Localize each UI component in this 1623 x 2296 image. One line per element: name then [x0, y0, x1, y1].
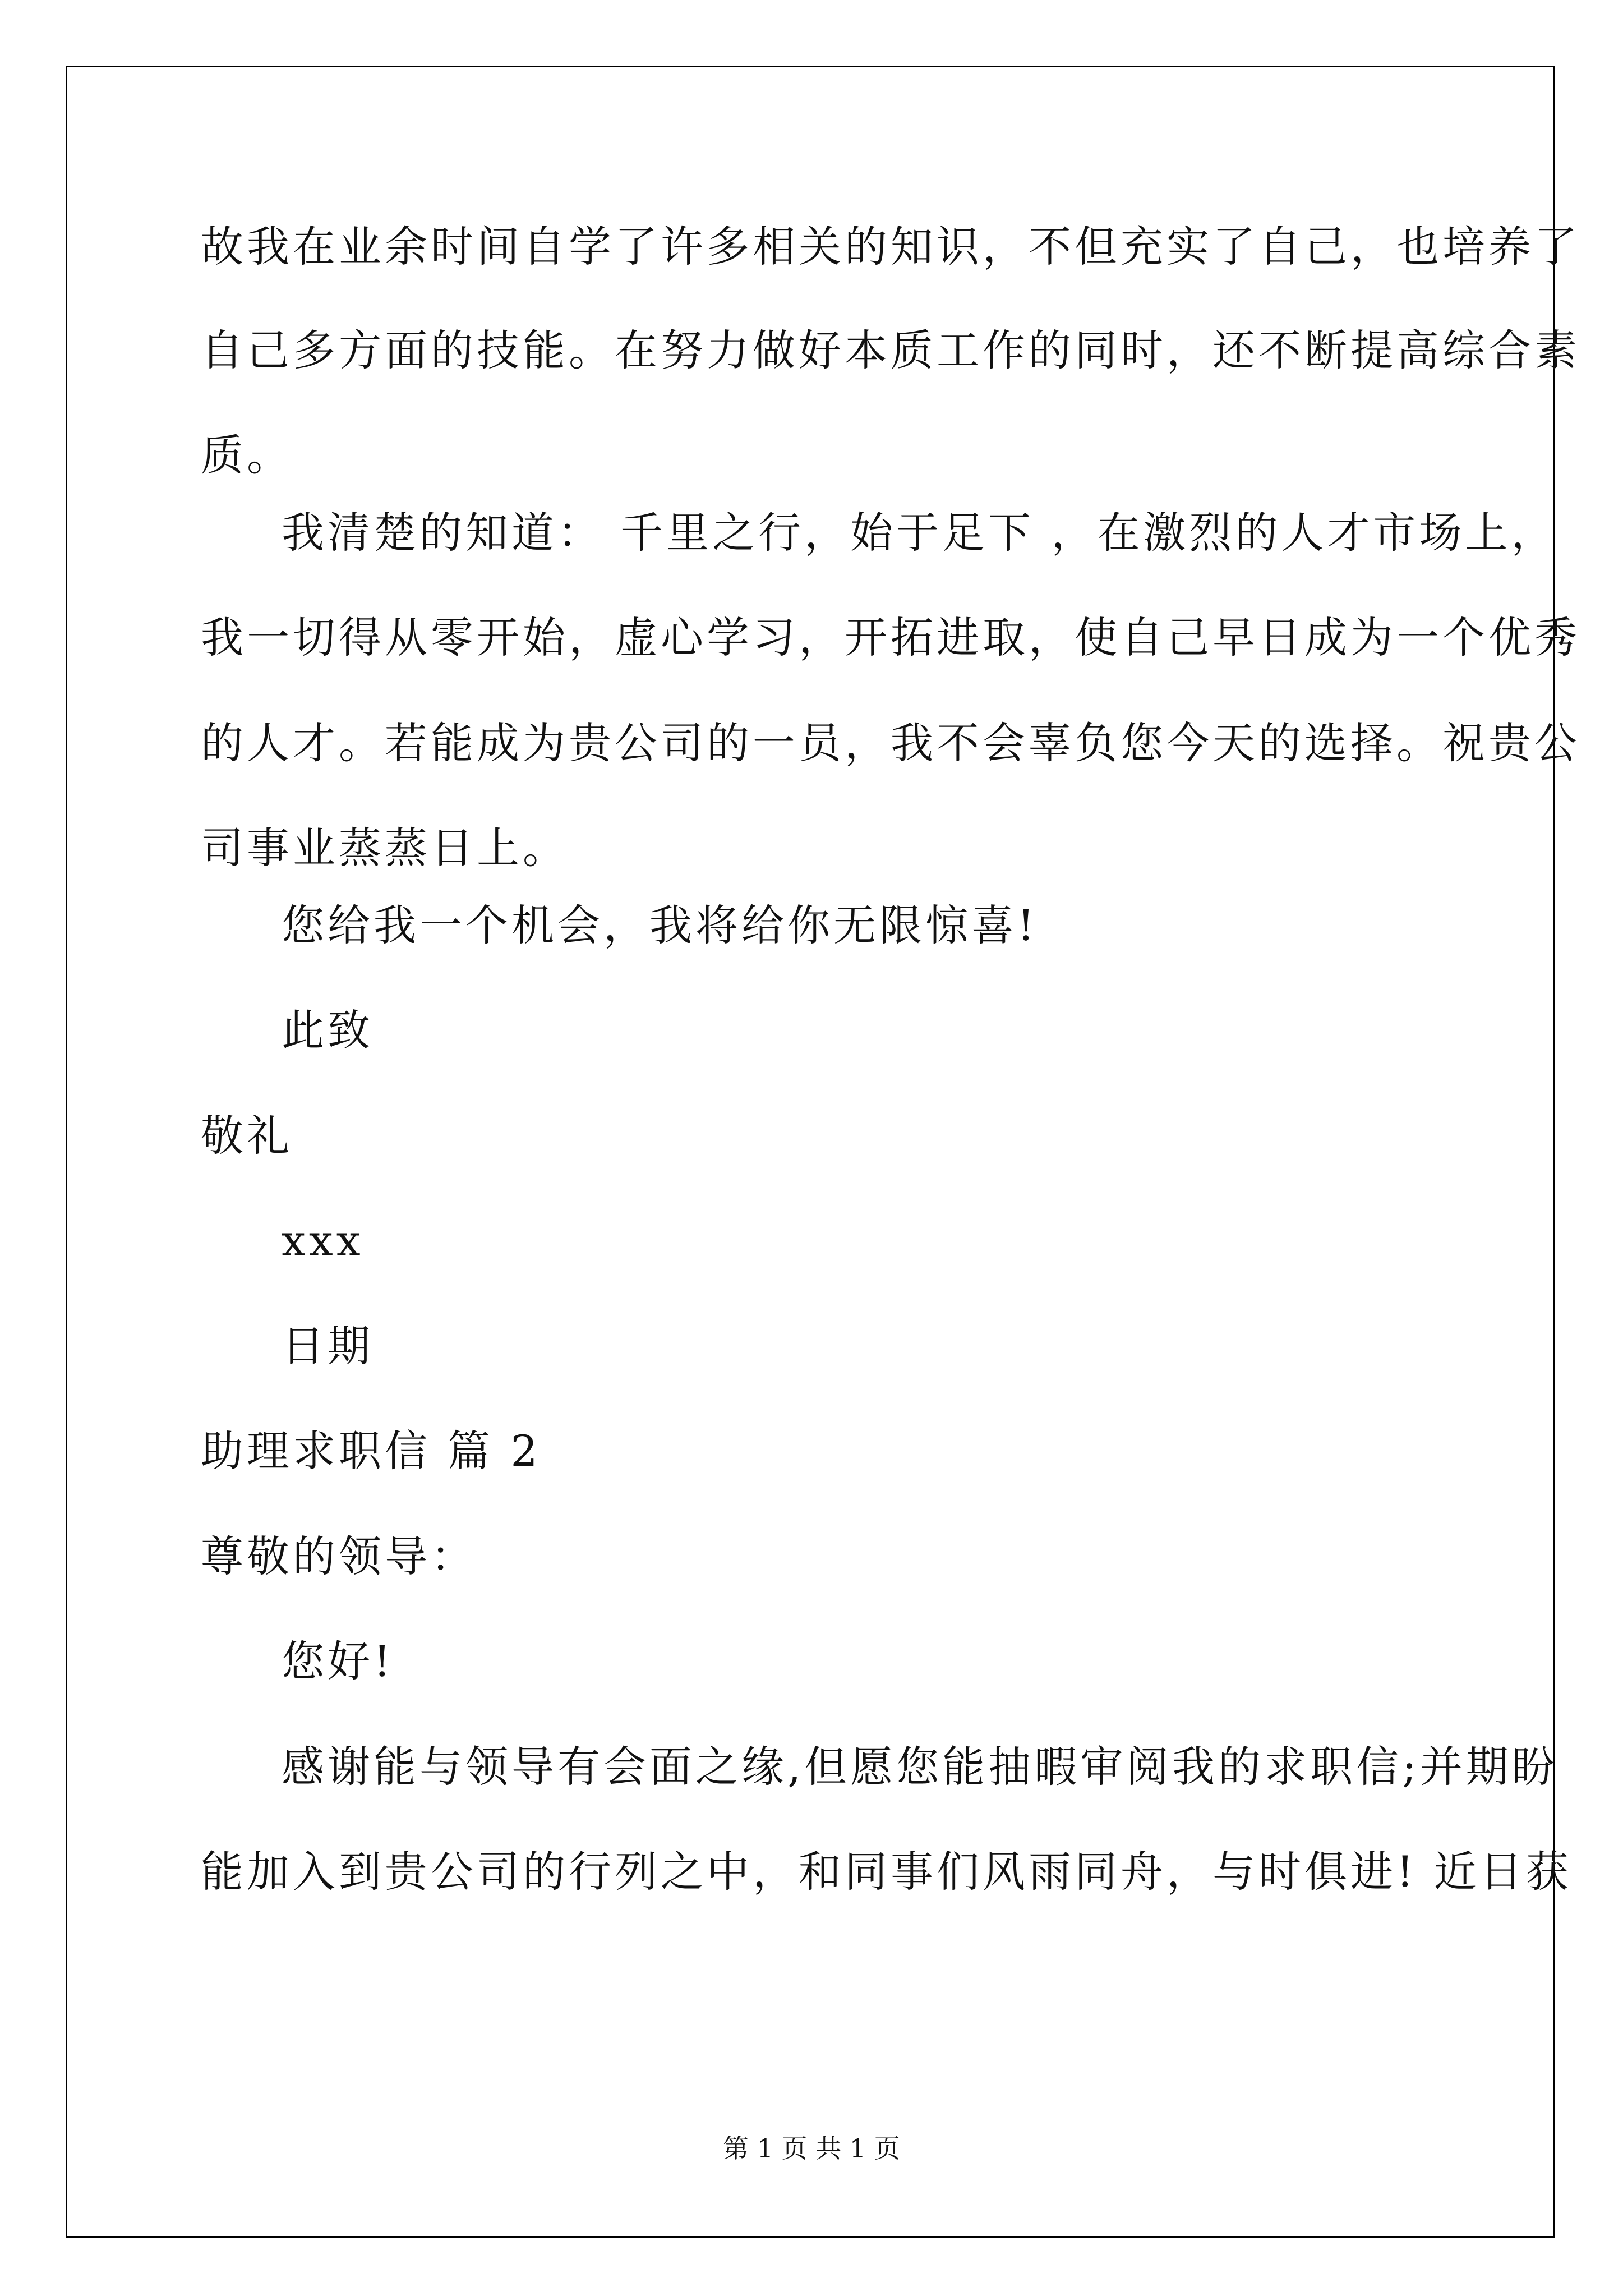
text-line: 日期 — [282, 1321, 374, 1371]
page-number-footer: 第 1 页 共 1 页 — [723, 2133, 900, 2164]
text-line: 的人才。若能成为贵公司的一员，我不会辜负您今天的选择。祝贵公 — [201, 718, 1580, 768]
section-heading: 助理求职信 篇 2 — [201, 1426, 541, 1476]
text-line: 此致 — [282, 1005, 374, 1055]
text-line: 敬礼 — [201, 1111, 293, 1161]
greeting: 您好! — [282, 1636, 394, 1686]
text-line: 感谢能与领导有会面之缘,但愿您能抽暇审阅我的求职信;并期盼 — [282, 1742, 1558, 1792]
salutation: 尊敬的领导： — [201, 1531, 477, 1581]
text-line: 故我在业余时间自学了许多相关的知识，不但充实了自己，也培养了 — [201, 222, 1580, 272]
text-line: 您给我一个机会，我将给你无限惊喜! — [282, 900, 1038, 950]
text-line: xxx — [282, 1216, 364, 1266]
text-line: 司事业蒸蒸日上。 — [201, 823, 569, 873]
text-line: 我一切得从零开始，虚心学习，开拓进取，使自己早日成为一个优秀 — [201, 613, 1580, 662]
text-line: 能加入到贵公司的行列之中，和同事们风雨同舟，与时俱进! 近日获 — [201, 1847, 1572, 1897]
text-line: 我清楚的知道： 千里之行，始于足下 ，在激烈的人才市场上， — [282, 508, 1557, 558]
text-line: 自己多方面的技能。在努力做好本质工作的同时，还不断提高综合素 — [201, 325, 1580, 375]
text-line: 质。 — [201, 430, 293, 480]
